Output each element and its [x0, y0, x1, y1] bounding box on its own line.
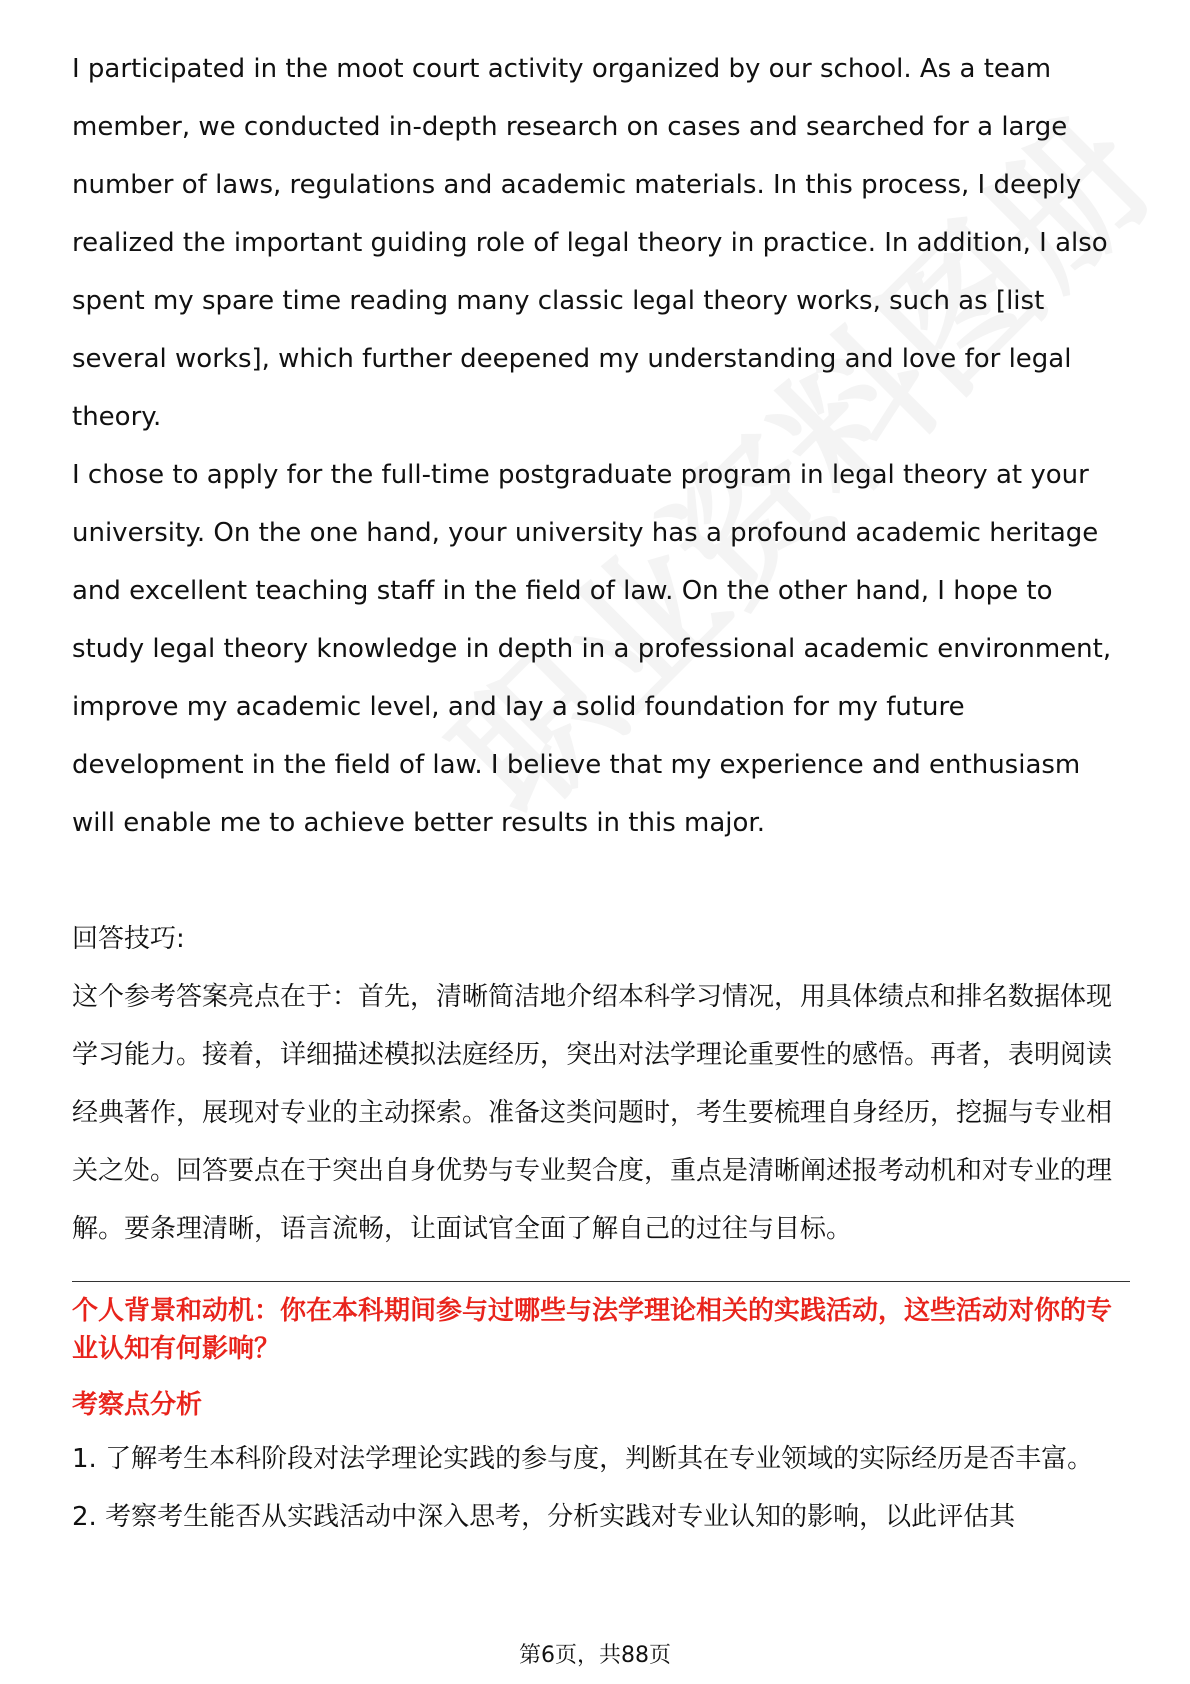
- document-body: [72, 40, 1130, 1258]
- body-paragraph-1: I participated in the moot court activity organized by our school. As a team member, we conducted in-depth research on cases and searched for a large number of laws, regulations and academic materials. In this process, I deeply realized the important guiding role of legal theory in practice. In addition, I also spent my spare time reading many classic legal theory works, such as [list several works], which further deepened my understanding and love for legal theory.: [72, 54, 1108, 432]
- body-paragraph-2: I chose to apply for the full-time postgraduate program in legal theory at your university. On the one hand, your university has a profound academic heritage and excellent teaching staff in the field of law. On the other hand, I hope to study legal theory knowledge in depth in a professional academic environment, improve my academic level, and lay a solid foundation for my future development in the field of law. I believe that my experience and enthusiasm will enable me to achieve better results in this major.: [72, 460, 1112, 838]
- page-number: 第6页，共88页: [519, 1643, 671, 1668]
- analysis-heading: 考察点分析: [72, 1390, 203, 1420]
- question-section: [72, 1292, 1130, 1546]
- section-divider: [72, 1281, 1130, 1282]
- tips-heading: 回答技巧:: [72, 924, 185, 954]
- spacer: [72, 852, 1130, 910]
- list-item: 1. 了解考生本科阶段对法学理论实践的参与度，判断其在专业领域的实际经历是否丰富。: [72, 1444, 1094, 1474]
- tips-paragraph: 这个参考答案亮点在于：首先，清晰简洁地介绍本科学习情况，用具体绩点和排名数据体现学习能力。接着，详细描述模拟法庭经历，突出对法学理论重要性的感悟。再者，表明阅读经典著作，展现对专业的主动探索。准备这类问题时，考生要梳理自身经历，挖掘与专业相关之处。回答要点在于突出自身优势与专业契合度，重点是清晰阐述报考动机和对专业的理解。要条理清晰，语言流畅，让面试官全面了解自己的过往与目标。: [72, 982, 1113, 1244]
- list-item: 2. 考察考生能否从实践活动中深入思考，分析实践对专业认知的影响，以此评估其: [72, 1502, 1016, 1532]
- question-title: 个人背景和动机：你在本科期间参与过哪些与法学理论相关的实践活动，这些活动对你的专业认知有何影响？: [72, 1296, 1113, 1364]
